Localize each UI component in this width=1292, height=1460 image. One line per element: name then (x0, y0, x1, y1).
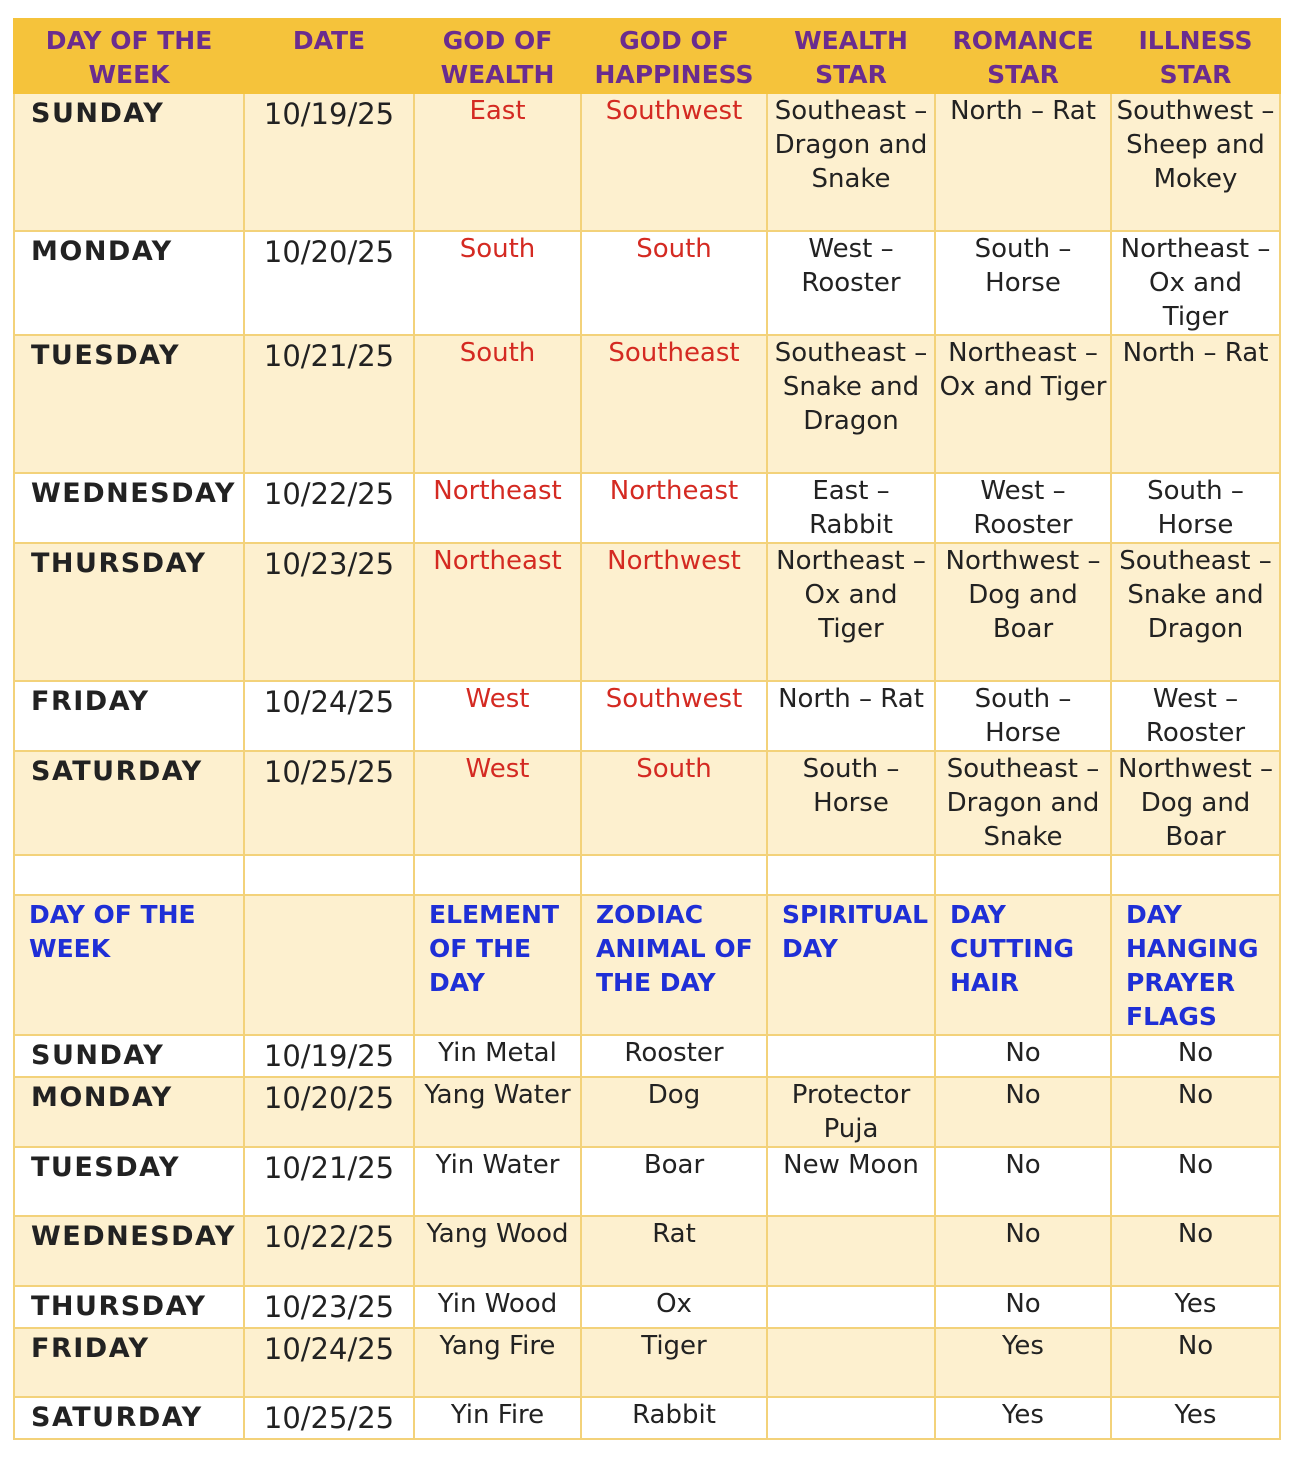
wealth-star-cell: North – Rat (767, 681, 935, 751)
date-cell: 10/23/25 (244, 1286, 414, 1328)
day-cell: SATURDAY (14, 1397, 244, 1439)
cutting-hair-cell: No (935, 1216, 1111, 1286)
date-cell: 10/20/25 (244, 231, 414, 335)
zodiac-cell: Ox (581, 1286, 767, 1328)
spiritual-cell (767, 1216, 935, 1286)
romance-star-cell: South – Horse (935, 681, 1111, 751)
table1-row (14, 335, 1280, 473)
header-romance-star: ROMANCE STAR (935, 19, 1111, 93)
table1-row (14, 543, 1280, 681)
header-day-of-week: DAY OF THE WEEK (14, 19, 244, 93)
god-of-wealth-cell: Northeast (414, 543, 581, 681)
cutting-hair-cell: Yes (935, 1397, 1111, 1439)
romance-star-cell: North – Rat (935, 93, 1111, 231)
wealth-star-cell: East – Rabbit (767, 473, 935, 543)
zodiac-cell: Boar (581, 1147, 767, 1216)
feng-shui-weekly-table (13, 18, 1281, 1440)
element-cell: Yang Wood (414, 1216, 581, 1286)
day-cell: MONDAY (14, 231, 244, 335)
romance-star-cell: Northwest – Dog and Boar (935, 543, 1111, 681)
spiritual-cell: New Moon (767, 1147, 935, 1216)
god-of-happiness-cell: Northwest (581, 543, 767, 681)
table1-row (14, 681, 1280, 751)
spiritual-cell (767, 1397, 935, 1439)
day-cell: THURSDAY (14, 543, 244, 681)
romance-star-cell: South – Horse (935, 231, 1111, 335)
spiritual-cell: Protector Puja (767, 1077, 935, 1147)
spacer-cell (581, 855, 767, 895)
god-of-happiness-cell: Southwest (581, 93, 767, 231)
illness-star-cell: South – Horse (1111, 473, 1280, 543)
table2-row (14, 1077, 1280, 1147)
table2-row (14, 1035, 1280, 1077)
header-day-cutting-hair: DAY CUTTING HAIR (935, 895, 1111, 1035)
god-of-happiness-cell: Northeast (581, 473, 767, 543)
wealth-star-cell: Southeast – Dragon and Snake (767, 93, 935, 231)
element-cell: Yang Fire (414, 1328, 581, 1397)
spacer-cell (244, 855, 414, 895)
header-spiritual-day: SPIRITUAL DAY (767, 895, 935, 1035)
table1-row (14, 93, 1280, 231)
table2-row (14, 1328, 1280, 1397)
prayer-flags-cell: No (1111, 1216, 1280, 1286)
wealth-star-cell: Southeast – Snake and Dragon (767, 335, 935, 473)
prayer-flags-cell: No (1111, 1328, 1280, 1397)
day-cell: WEDNESDAY (14, 1216, 244, 1286)
spacer-cell (1111, 855, 1280, 895)
wealth-star-cell: West – Rooster (767, 231, 935, 335)
header-zodiac-animal: ZODIAC ANIMAL OF THE DAY (581, 895, 767, 1035)
day-cell: THURSDAY (14, 1286, 244, 1328)
god-of-happiness-cell: Southeast (581, 335, 767, 473)
date-cell: 10/23/25 (244, 543, 414, 681)
illness-star-cell: West – Rooster (1111, 681, 1280, 751)
date-cell: 10/20/25 (244, 1077, 414, 1147)
zodiac-cell: Rabbit (581, 1397, 767, 1439)
prayer-flags-cell: No (1111, 1147, 1280, 1216)
table1-header-row (14, 19, 1280, 93)
god-of-wealth-cell: South (414, 335, 581, 473)
cutting-hair-cell: No (935, 1077, 1111, 1147)
header-date: DATE (244, 19, 414, 93)
illness-star-cell: Northwest – Dog and Boar (1111, 751, 1280, 855)
header-illness-star: ILLNESS STAR (1111, 19, 1280, 93)
date-cell: 10/21/25 (244, 335, 414, 473)
element-cell: Yin Wood (414, 1286, 581, 1328)
god-of-wealth-cell: South (414, 231, 581, 335)
zodiac-cell: Rat (581, 1216, 767, 1286)
table1-row (14, 473, 1280, 543)
cutting-hair-cell: Yes (935, 1328, 1111, 1397)
romance-star-cell: Southeast – Dragon and Snake (935, 751, 1111, 855)
table2-row (14, 1216, 1280, 1286)
day-cell: WEDNESDAY (14, 473, 244, 543)
date-cell: 10/22/25 (244, 1216, 414, 1286)
wealth-star-cell: South – Horse (767, 751, 935, 855)
day-cell: MONDAY (14, 1077, 244, 1147)
day-cell: FRIDAY (14, 681, 244, 751)
romance-star-cell: Northeast – Ox and Tiger (935, 335, 1111, 473)
day-cell: SUNDAY (14, 93, 244, 231)
date-cell: 10/25/25 (244, 751, 414, 855)
date-cell: 10/25/25 (244, 1397, 414, 1439)
zodiac-cell: Rooster (581, 1035, 767, 1077)
header-god-of-happiness: GOD OF HAPPINESS (581, 19, 767, 93)
prayer-flags-cell: Yes (1111, 1397, 1280, 1439)
zodiac-cell: Tiger (581, 1328, 767, 1397)
zodiac-cell: Dog (581, 1077, 767, 1147)
god-of-wealth-cell: East (414, 93, 581, 231)
date-cell: 10/19/25 (244, 93, 414, 231)
date-cell: 10/22/25 (244, 473, 414, 543)
table2-row (14, 1147, 1280, 1216)
romance-star-cell: West – Rooster (935, 473, 1111, 543)
day-cell: TUESDAY (14, 335, 244, 473)
god-of-wealth-cell: West (414, 751, 581, 855)
date-cell: 10/19/25 (244, 1035, 414, 1077)
table2-row (14, 1286, 1280, 1328)
day-cell: SUNDAY (14, 1035, 244, 1077)
calendar-table-container (13, 18, 1279, 1440)
date-cell: 10/21/25 (244, 1147, 414, 1216)
table2-row (14, 1397, 1280, 1439)
spiritual-cell (767, 1035, 935, 1077)
element-cell: Yin Water (414, 1147, 581, 1216)
illness-star-cell: North – Rat (1111, 335, 1280, 473)
table1-row (14, 751, 1280, 855)
spiritual-cell (767, 1286, 935, 1328)
header-wealth-star: WEALTH STAR (767, 19, 935, 93)
spacer-cell (414, 855, 581, 895)
prayer-flags-cell: No (1111, 1077, 1280, 1147)
wealth-star-cell: Northeast – Ox and Tiger (767, 543, 935, 681)
element-cell: Yang Water (414, 1077, 581, 1147)
cutting-hair-cell: No (935, 1147, 1111, 1216)
god-of-happiness-cell: South (581, 231, 767, 335)
cutting-hair-cell: No (935, 1035, 1111, 1077)
illness-star-cell: Southeast – Snake and Dragon (1111, 543, 1280, 681)
header-day-hanging-prayer-flags: DAY HANGING PRAYER FLAGS (1111, 895, 1280, 1035)
spacer-row (14, 855, 1280, 895)
day-cell: FRIDAY (14, 1328, 244, 1397)
spacer-cell (14, 855, 244, 895)
element-cell: Yin Metal (414, 1035, 581, 1077)
cutting-hair-cell: No (935, 1286, 1111, 1328)
table2-header-row (14, 895, 1280, 1035)
header-blank (244, 895, 414, 1035)
spacer-cell (935, 855, 1111, 895)
date-cell: 10/24/25 (244, 681, 414, 751)
element-cell: Yin Fire (414, 1397, 581, 1439)
god-of-wealth-cell: Northeast (414, 473, 581, 543)
god-of-happiness-cell: Southwest (581, 681, 767, 751)
prayer-flags-cell: No (1111, 1035, 1280, 1077)
table1-row (14, 231, 1280, 335)
date-cell: 10/24/25 (244, 1328, 414, 1397)
god-of-wealth-cell: West (414, 681, 581, 751)
spiritual-cell (767, 1328, 935, 1397)
illness-star-cell: Southwest – Sheep and Mokey (1111, 93, 1280, 231)
header-day-of-week-2: DAY OF THE WEEK (14, 895, 244, 1035)
god-of-happiness-cell: South (581, 751, 767, 855)
header-element-of-day: ELEMENT OF THE DAY (414, 895, 581, 1035)
day-cell: TUESDAY (14, 1147, 244, 1216)
illness-star-cell: Northeast – Ox and Tiger (1111, 231, 1280, 335)
spacer-cell (767, 855, 935, 895)
header-god-of-wealth: GOD OF WEALTH (414, 19, 581, 93)
day-cell: SATURDAY (14, 751, 244, 855)
prayer-flags-cell: Yes (1111, 1286, 1280, 1328)
